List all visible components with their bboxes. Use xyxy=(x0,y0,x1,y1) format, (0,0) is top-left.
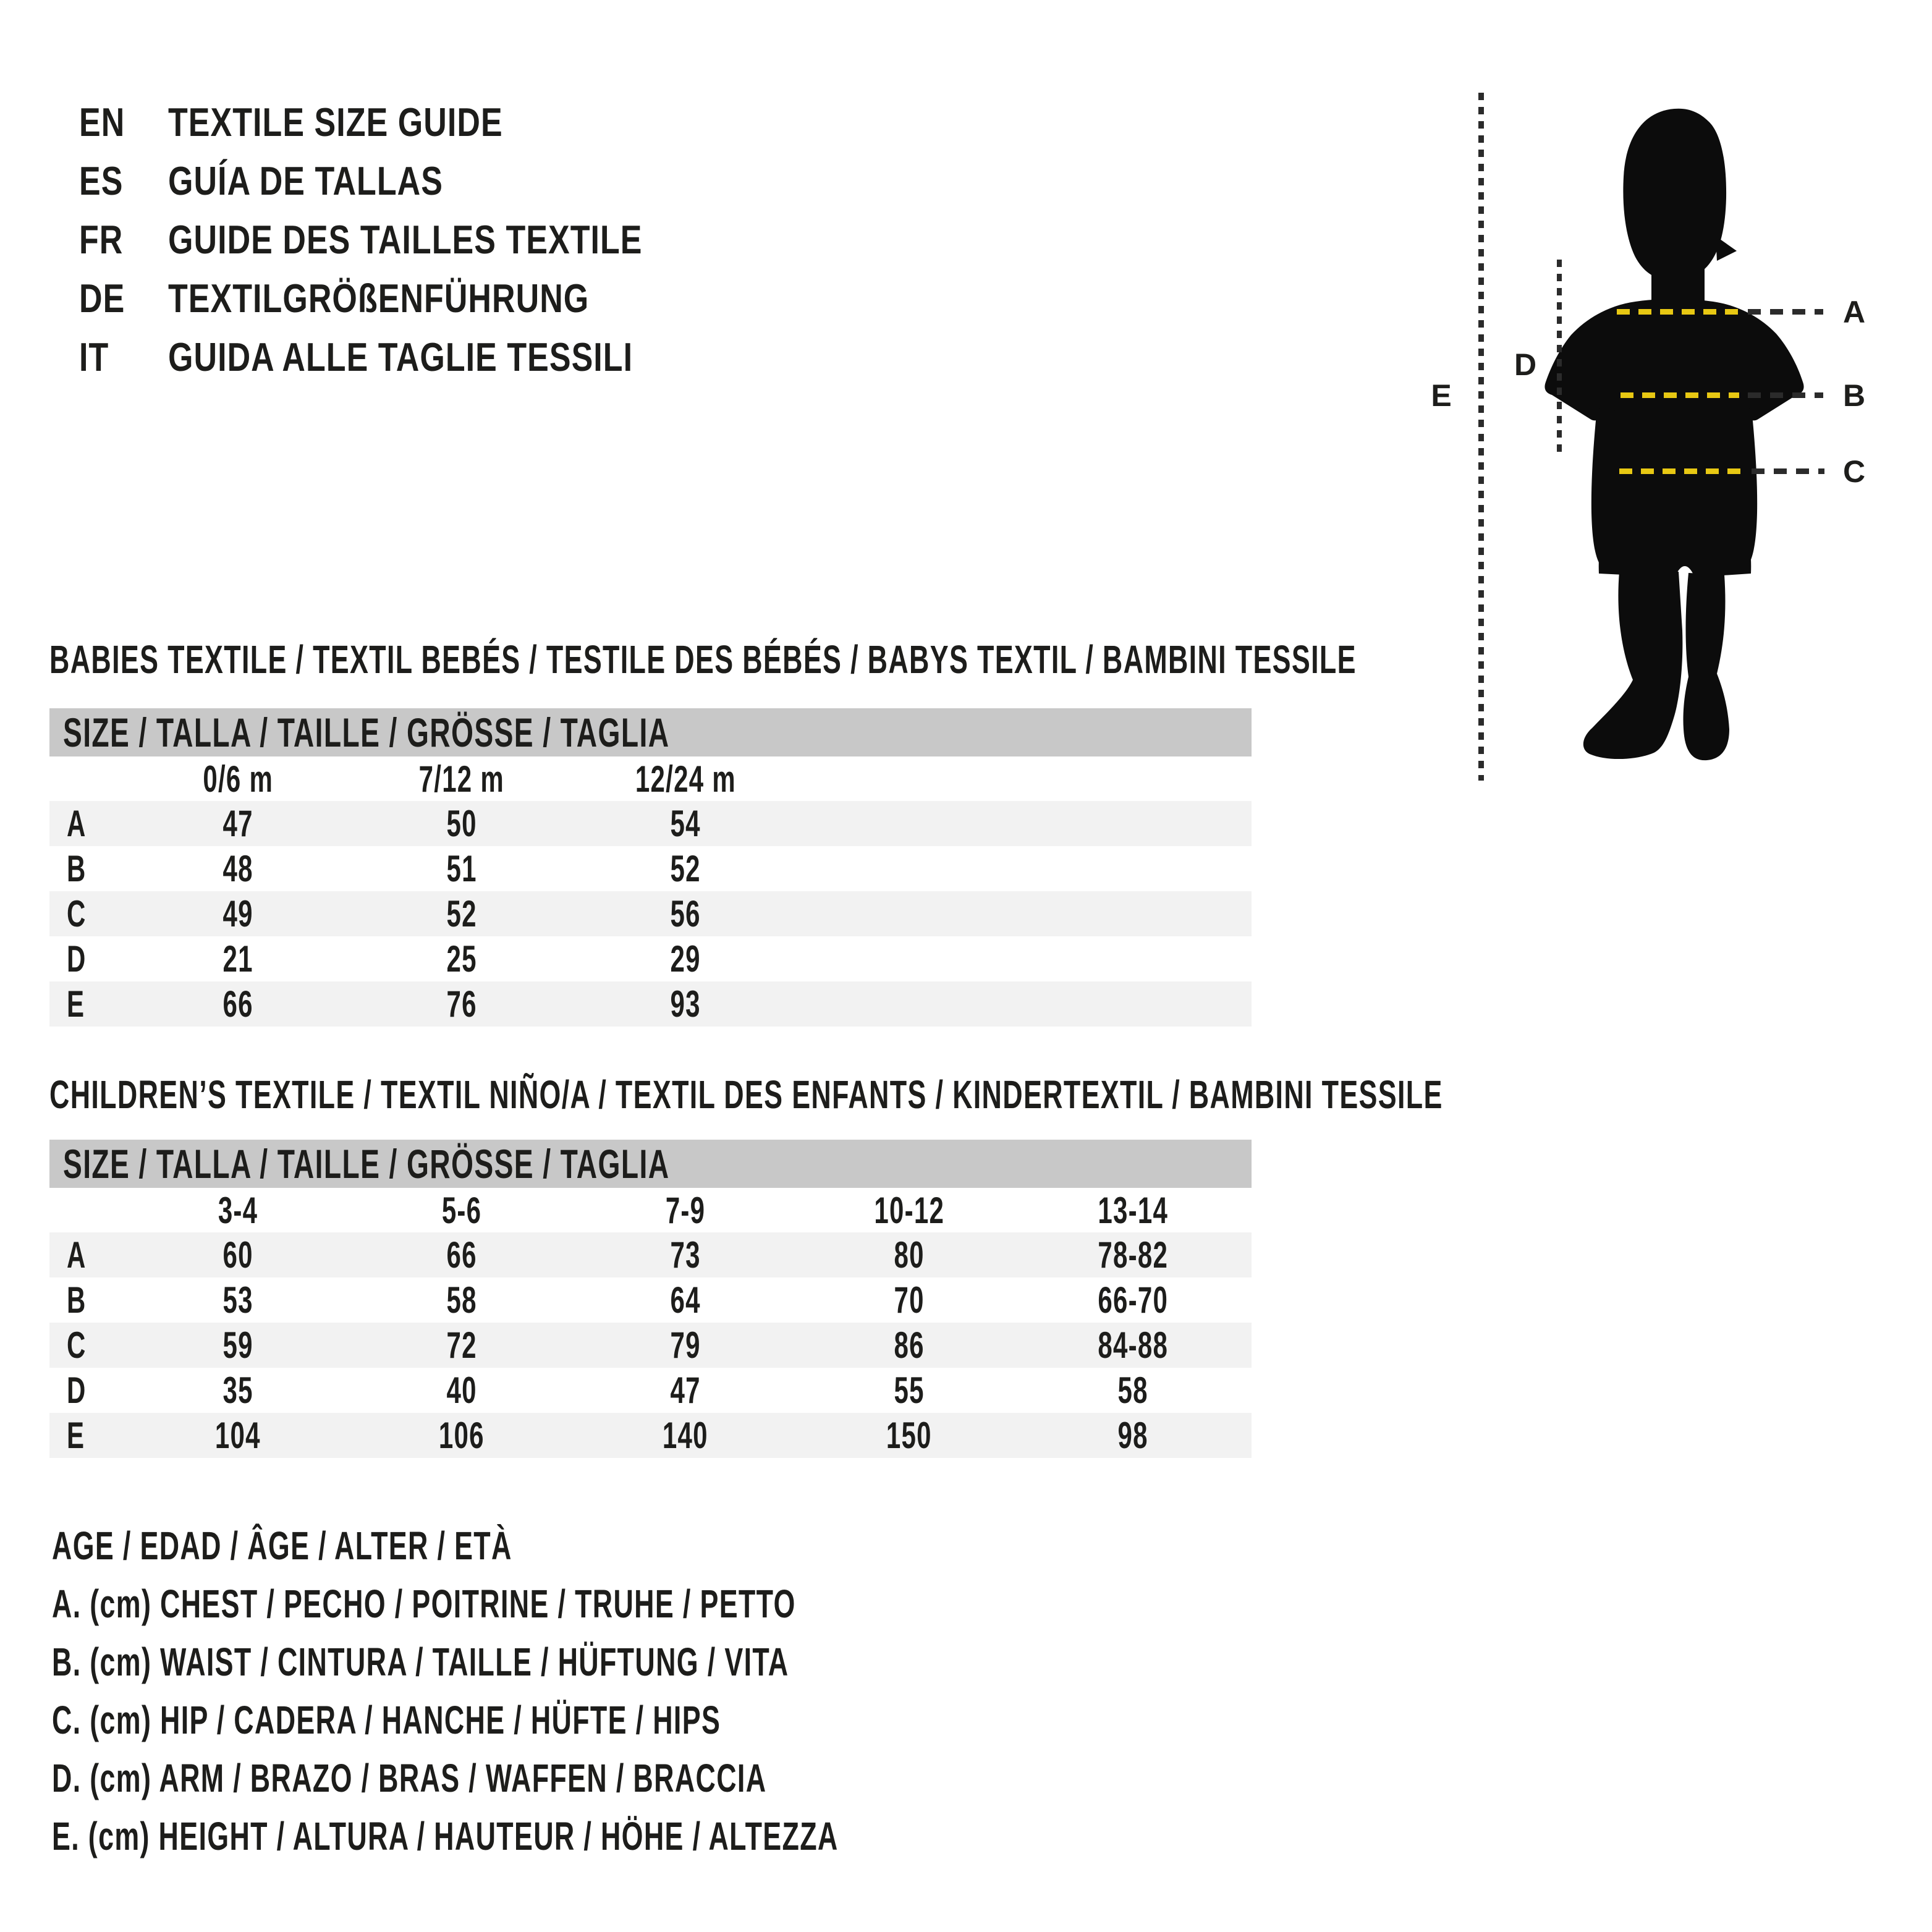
column-header: 5-6 xyxy=(441,1189,482,1231)
child-silhouette-illustration xyxy=(1533,105,1817,785)
table-row xyxy=(49,1277,1252,1323)
list-item xyxy=(79,93,761,151)
row-label: C xyxy=(67,1324,87,1366)
table-cell: 73 xyxy=(670,1234,701,1276)
row-label: A xyxy=(67,803,87,844)
table-cell: 29 xyxy=(670,938,701,980)
column-header: 3-4 xyxy=(218,1189,258,1231)
babies-column-header-row xyxy=(49,756,1252,801)
table-cell: 51 xyxy=(446,848,477,889)
table-cell: 60 xyxy=(222,1234,253,1276)
babies-size-header-bar: SIZE / TALLA / TAILLE / GRÖSSE / TAGLIA xyxy=(49,708,1252,756)
column-header: 10-12 xyxy=(874,1189,944,1231)
measure-label-c: C xyxy=(1842,454,1866,489)
table-cell: 140 xyxy=(663,1415,708,1456)
hip-measure-dashed-line xyxy=(1619,468,1743,474)
table-cell: 86 xyxy=(894,1324,925,1366)
language-title-list xyxy=(79,93,761,386)
table-cell: 55 xyxy=(894,1370,925,1411)
babies-section-title: BABIES TEXTILE / TEXTIL BEBÉS / TESTILE DES BÉBÉS / BABYS TEXTIL / BAMBINI TESSILE xyxy=(49,637,1357,682)
lang-code: EN xyxy=(79,100,125,145)
table-row xyxy=(49,891,1252,936)
children-size-header-bar: SIZE / TALLA / TAILLE / GRÖSSE / TAGLIA xyxy=(49,1140,1252,1188)
measure-label-a: A xyxy=(1842,295,1866,329)
table-cell: 64 xyxy=(670,1279,701,1321)
table-cell: 66 xyxy=(446,1234,477,1276)
column-header: 0/6 m xyxy=(203,758,273,800)
table-cell: 66-70 xyxy=(1098,1279,1168,1321)
measure-label-b: B xyxy=(1842,378,1866,413)
table-row xyxy=(49,1368,1252,1413)
lang-code: IT xyxy=(79,334,109,379)
chest-measure-leader-line xyxy=(1748,309,1823,315)
table-cell: 47 xyxy=(222,803,253,844)
legend-line-arm: D. (cm) ARM / BRAZO / BRAS / WAFFEN / BRACCIA xyxy=(52,1756,767,1800)
table-cell: 84-88 xyxy=(1098,1324,1168,1366)
list-item xyxy=(79,151,761,210)
legend-line-waist: B. (cm) WAIST / CINTURA / TAILLE / HÜFTUNG / VITA xyxy=(52,1640,789,1684)
table-cell: 98 xyxy=(1117,1415,1148,1456)
table-cell: 150 xyxy=(886,1415,932,1456)
table-cell: 54 xyxy=(670,803,701,844)
table-cell: 53 xyxy=(222,1279,253,1321)
table-cell: 79 xyxy=(670,1324,701,1366)
row-label: B xyxy=(67,1279,87,1321)
table-cell: 52 xyxy=(446,893,477,934)
table-cell: 66 xyxy=(222,983,253,1025)
table-cell: 72 xyxy=(446,1324,477,1366)
table-cell: 21 xyxy=(222,938,253,980)
table-cell: 49 xyxy=(222,893,253,934)
table-row xyxy=(49,846,1252,891)
children-column-header-row xyxy=(49,1188,1252,1232)
measurement-legend xyxy=(52,1517,1176,1865)
column-header: 12/24 m xyxy=(635,758,736,800)
waist-measure-dashed-line xyxy=(1621,392,1739,398)
table-row xyxy=(49,936,1252,981)
column-header: 13-14 xyxy=(1098,1189,1168,1231)
table-cell: 58 xyxy=(1117,1370,1148,1411)
table-cell: 78-82 xyxy=(1098,1234,1168,1276)
table-row xyxy=(49,1413,1252,1458)
list-item xyxy=(79,269,761,328)
table-cell: 58 xyxy=(446,1279,477,1321)
row-label: E xyxy=(67,983,85,1025)
table-cell: 35 xyxy=(222,1370,253,1411)
table-cell: 93 xyxy=(670,983,701,1025)
row-label: A xyxy=(67,1234,87,1276)
lang-title: GUÍA DE TALLAS xyxy=(168,158,443,203)
table-cell: 104 xyxy=(215,1415,261,1456)
lang-code: ES xyxy=(79,158,124,203)
table-cell: 106 xyxy=(439,1415,485,1456)
table-cell: 40 xyxy=(446,1370,477,1411)
list-item xyxy=(79,328,761,386)
table-row xyxy=(49,1323,1252,1368)
lang-code: DE xyxy=(79,276,125,321)
legend-line-chest: A. (cm) CHEST / PECHO / POITRINE / TRUHE / PETTO xyxy=(52,1582,796,1626)
waist-measure-leader-line xyxy=(1748,392,1823,398)
lang-title: GUIDE DES TAILLES TEXTILE xyxy=(168,217,643,262)
row-label: C xyxy=(67,893,87,934)
table-row xyxy=(49,981,1252,1027)
children-section-title: CHILDREN’S TEXTILE / TEXTIL NIÑO/A / TEXTIL DES ENFANTS / KINDERTEXTIL / BAMBINI TESSILE xyxy=(49,1072,1443,1117)
row-label: B xyxy=(67,848,87,889)
table-cell: 48 xyxy=(222,848,253,889)
lang-title: GUIDA ALLE TAGLIE TESSILI xyxy=(168,334,633,379)
chest-measure-dashed-line xyxy=(1617,309,1739,315)
legend-line-hip: C. (cm) HIP / CADERA / HANCHE / HÜFTE / HIPS xyxy=(52,1698,721,1742)
arm-measure-dotted-line xyxy=(1557,260,1562,457)
table-row xyxy=(49,1232,1252,1277)
lang-title: TEXTILGRÖßENFÜHRUNG xyxy=(168,276,590,321)
table-cell: 47 xyxy=(670,1370,701,1411)
table-cell: 50 xyxy=(446,803,477,844)
table-cell: 70 xyxy=(894,1279,925,1321)
table-row xyxy=(49,801,1252,846)
table-cell: 25 xyxy=(446,938,477,980)
lang-code: FR xyxy=(79,217,124,262)
table-cell: 52 xyxy=(670,848,701,889)
legend-line-height: E. (cm) HEIGHT / ALTURA / HAUTEUR / HÖHE / ALTEZZA xyxy=(52,1814,839,1858)
column-header: 7-9 xyxy=(665,1189,706,1231)
lang-title: TEXTILE SIZE GUIDE xyxy=(168,100,503,145)
table-cell: 76 xyxy=(446,983,477,1025)
measure-label-e: E xyxy=(1431,378,1452,413)
table-cell: 59 xyxy=(222,1324,253,1366)
table-cell: 80 xyxy=(894,1234,925,1276)
row-label: E xyxy=(67,1415,85,1456)
hip-measure-leader-line xyxy=(1752,468,1824,474)
measure-label-d: D xyxy=(1514,347,1537,382)
row-label: D xyxy=(67,1370,87,1411)
legend-line-age: AGE / EDAD / ÂGE / ALTER / ETÀ xyxy=(52,1523,512,1568)
table-cell: 56 xyxy=(670,893,701,934)
column-header: 7/12 m xyxy=(418,758,505,800)
row-label: D xyxy=(67,938,87,980)
list-item xyxy=(79,210,761,269)
